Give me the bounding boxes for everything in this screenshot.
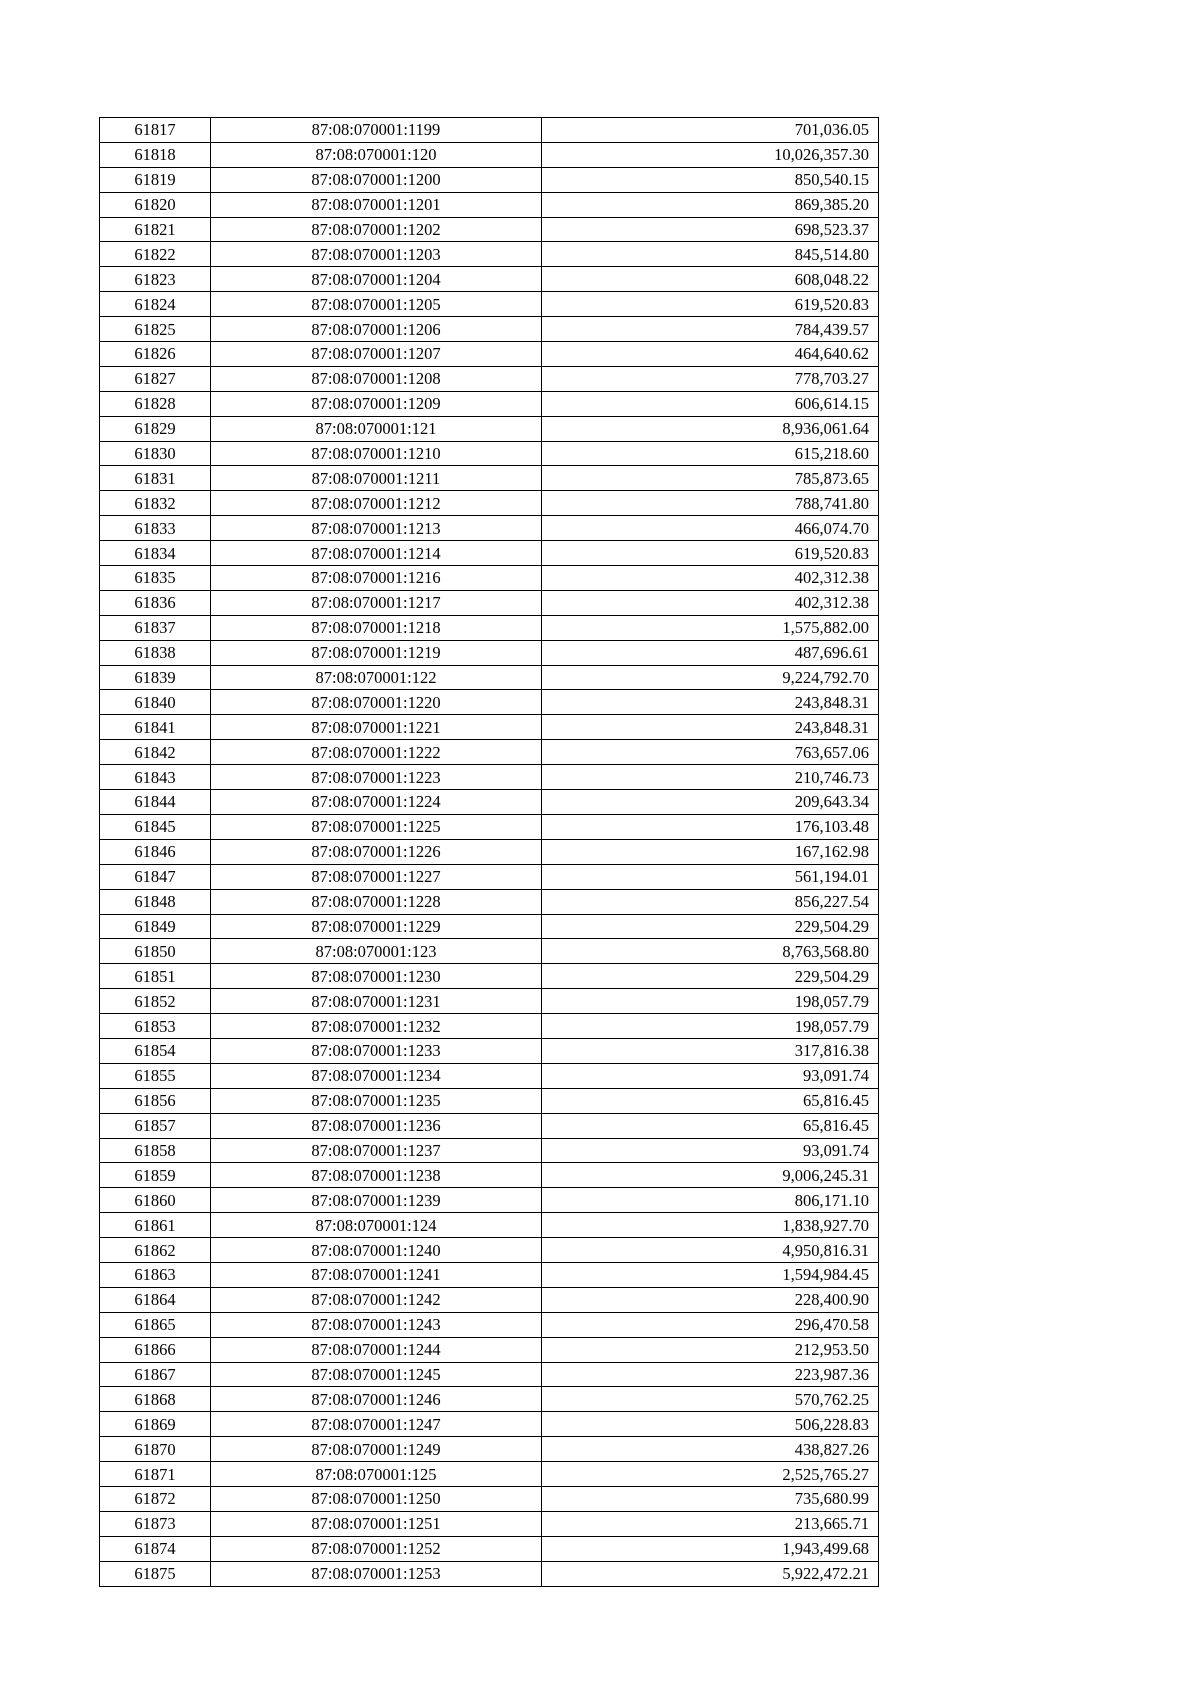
cadastral-number-cell: 87:08:070001:1234 — [211, 1063, 542, 1088]
table-row — [100, 889, 879, 914]
cadastral-number-cell: 87:08:070001:1251 — [211, 1511, 542, 1536]
cadastral-value-cell: 778,703.27 — [542, 366, 879, 391]
row-number-cell: 61844 — [100, 790, 211, 815]
cadastral-value-cell: 229,504.29 — [542, 914, 879, 939]
table-row — [100, 466, 879, 491]
row-number-cell: 61818 — [100, 142, 211, 167]
cadastral-number-cell: 87:08:070001:1241 — [211, 1262, 542, 1287]
row-number-cell: 61838 — [100, 640, 211, 665]
cadastral-value-cell: 65,816.45 — [542, 1088, 879, 1113]
table-body — [100, 118, 879, 1587]
cadastral-number-cell: 87:08:070001:1202 — [211, 217, 542, 242]
cadastral-number-cell: 87:08:070001:1222 — [211, 740, 542, 765]
table-row — [100, 1561, 879, 1586]
table-row — [100, 615, 879, 640]
table-row — [100, 1536, 879, 1561]
row-number-cell: 61821 — [100, 217, 211, 242]
cadastral-value-cell: 1,943,499.68 — [542, 1536, 879, 1561]
cadastral-value-cell: 296,470.58 — [542, 1312, 879, 1337]
row-number-cell: 61864 — [100, 1287, 211, 1312]
table-row — [100, 839, 879, 864]
row-number-cell: 61874 — [100, 1536, 211, 1561]
row-number-cell: 61817 — [100, 118, 211, 143]
table-row — [100, 1387, 879, 1412]
cadastral-number-cell: 87:08:070001:1235 — [211, 1088, 542, 1113]
cadastral-number-cell: 87:08:070001:1203 — [211, 242, 542, 267]
table-row — [100, 590, 879, 615]
cadastral-value-cell: 93,091.74 — [542, 1138, 879, 1163]
row-number-cell: 61863 — [100, 1262, 211, 1287]
table-row — [100, 391, 879, 416]
cadastral-value-cell: 619,520.83 — [542, 541, 879, 566]
cadastral-number-cell: 87:08:070001:1216 — [211, 566, 542, 591]
cadastral-value-cell: 784,439.57 — [542, 317, 879, 342]
table-row — [100, 491, 879, 516]
row-number-cell: 61871 — [100, 1462, 211, 1487]
cadastral-value-cell: 1,838,927.70 — [542, 1213, 879, 1238]
row-number-cell: 61873 — [100, 1511, 211, 1536]
cadastral-number-cell: 87:08:070001:125 — [211, 1462, 542, 1487]
row-number-cell: 61856 — [100, 1088, 211, 1113]
cadastral-number-cell: 87:08:070001:1204 — [211, 267, 542, 292]
row-number-cell: 61832 — [100, 491, 211, 516]
cadastral-value-cell: 9,006,245.31 — [542, 1163, 879, 1188]
cadastral-number-cell: 87:08:070001:1226 — [211, 839, 542, 864]
cadastral-value-cell: 167,162.98 — [542, 839, 879, 864]
row-number-cell: 61854 — [100, 1038, 211, 1063]
cadastral-value-cell: 223,987.36 — [542, 1362, 879, 1387]
cadastral-value-cell: 176,103.48 — [542, 814, 879, 839]
cadastral-number-cell: 87:08:070001:1201 — [211, 192, 542, 217]
row-number-cell: 61828 — [100, 391, 211, 416]
row-number-cell: 61829 — [100, 416, 211, 441]
table-row — [100, 1287, 879, 1312]
cadastral-number-cell: 87:08:070001:1225 — [211, 814, 542, 839]
row-number-cell: 61841 — [100, 715, 211, 740]
cadastral-value-cell: 698,523.37 — [542, 217, 879, 242]
cadastral-number-cell: 87:08:070001:1233 — [211, 1038, 542, 1063]
row-number-cell: 61860 — [100, 1188, 211, 1213]
table-row — [100, 1486, 879, 1511]
table-row — [100, 939, 879, 964]
row-number-cell: 61831 — [100, 466, 211, 491]
cadastral-number-cell: 87:08:070001:1224 — [211, 790, 542, 815]
cadastral-number-cell: 87:08:070001:1228 — [211, 889, 542, 914]
cadastral-value-cell: 198,057.79 — [542, 1014, 879, 1039]
table-row — [100, 989, 879, 1014]
table-row — [100, 1362, 879, 1387]
cadastral-number-cell: 87:08:070001:1250 — [211, 1486, 542, 1511]
row-number-cell: 61843 — [100, 765, 211, 790]
row-number-cell: 61835 — [100, 566, 211, 591]
cadastral-value-cell: 317,816.38 — [542, 1038, 879, 1063]
table-row — [100, 1113, 879, 1138]
cadastral-value-cell: 570,762.25 — [542, 1387, 879, 1412]
cadastral-value-cell: 763,657.06 — [542, 740, 879, 765]
cadastral-value-cell: 615,218.60 — [542, 441, 879, 466]
table-row — [100, 864, 879, 889]
row-number-cell: 61819 — [100, 167, 211, 192]
table-row — [100, 242, 879, 267]
cadastral-number-cell: 87:08:070001:1205 — [211, 292, 542, 317]
cadastral-number-cell: 87:08:070001:1207 — [211, 342, 542, 367]
cadastral-value-cell: 5,922,472.21 — [542, 1561, 879, 1586]
table-row — [100, 1038, 879, 1063]
table-row — [100, 1138, 879, 1163]
cadastral-value-cell: 4,950,816.31 — [542, 1238, 879, 1263]
cadastral-value-cell: 606,614.15 — [542, 391, 879, 416]
cadastral-value-cell: 8,936,061.64 — [542, 416, 879, 441]
row-number-cell: 61862 — [100, 1238, 211, 1263]
row-number-cell: 61866 — [100, 1337, 211, 1362]
cadastral-value-cell: 487,696.61 — [542, 640, 879, 665]
cadastral-number-cell: 87:08:070001:1244 — [211, 1337, 542, 1362]
cadastral-value-cell: 735,680.99 — [542, 1486, 879, 1511]
cadastral-number-cell: 87:08:070001:1249 — [211, 1437, 542, 1462]
cadastral-value-cell: 402,312.38 — [542, 566, 879, 591]
cadastral-value-cell: 210,746.73 — [542, 765, 879, 790]
row-number-cell: 61847 — [100, 864, 211, 889]
row-number-cell: 61842 — [100, 740, 211, 765]
row-number-cell: 61855 — [100, 1063, 211, 1088]
row-number-cell: 61823 — [100, 267, 211, 292]
row-number-cell: 61851 — [100, 964, 211, 989]
row-number-cell: 61858 — [100, 1138, 211, 1163]
row-number-cell: 61840 — [100, 690, 211, 715]
row-number-cell: 61845 — [100, 814, 211, 839]
cadastral-number-cell: 87:08:070001:1247 — [211, 1412, 542, 1437]
table-row — [100, 342, 879, 367]
row-number-cell: 61824 — [100, 292, 211, 317]
cadastral-number-cell: 87:08:070001:1238 — [211, 1163, 542, 1188]
cadastral-value-cell: 1,575,882.00 — [542, 615, 879, 640]
cadastral-number-cell: 87:08:070001:1237 — [211, 1138, 542, 1163]
row-number-cell: 61868 — [100, 1387, 211, 1412]
table-row — [100, 914, 879, 939]
table-row — [100, 1312, 879, 1337]
row-number-cell: 61822 — [100, 242, 211, 267]
cadastral-value-cell: 65,816.45 — [542, 1113, 879, 1138]
cadastral-value-cell: 561,194.01 — [542, 864, 879, 889]
row-number-cell: 61867 — [100, 1362, 211, 1387]
table-row — [100, 1188, 879, 1213]
row-number-cell: 61875 — [100, 1561, 211, 1586]
cadastral-number-cell: 87:08:070001:124 — [211, 1213, 542, 1238]
table-row — [100, 317, 879, 342]
row-number-cell: 61861 — [100, 1213, 211, 1238]
table-row — [100, 1437, 879, 1462]
table-row — [100, 715, 879, 740]
cadastral-number-cell: 87:08:070001:120 — [211, 142, 542, 167]
cadastral-number-cell: 87:08:070001:1213 — [211, 516, 542, 541]
cadastral-number-cell: 87:08:070001:1209 — [211, 391, 542, 416]
row-number-cell: 61857 — [100, 1113, 211, 1138]
cadastral-number-cell: 87:08:070001:122 — [211, 665, 542, 690]
cadastral-number-cell: 87:08:070001:121 — [211, 416, 542, 441]
row-number-cell: 61865 — [100, 1312, 211, 1337]
cadastral-number-cell: 87:08:070001:1220 — [211, 690, 542, 715]
table-row — [100, 740, 879, 765]
cadastral-value-cell: 869,385.20 — [542, 192, 879, 217]
cadastral-number-cell: 87:08:070001:1239 — [211, 1188, 542, 1213]
row-number-cell: 61836 — [100, 590, 211, 615]
cadastral-value-cell: 466,074.70 — [542, 516, 879, 541]
table-row — [100, 516, 879, 541]
table-row — [100, 1088, 879, 1113]
cadastral-value-cell: 209,643.34 — [542, 790, 879, 815]
row-number-cell: 61848 — [100, 889, 211, 914]
cadastral-number-cell: 87:08:070001:1211 — [211, 466, 542, 491]
table-row — [100, 192, 879, 217]
cadastral-value-cell: 619,520.83 — [542, 292, 879, 317]
table-row — [100, 690, 879, 715]
cadastral-number-cell: 87:08:070001:1227 — [211, 864, 542, 889]
table-row — [100, 964, 879, 989]
table-row — [100, 1213, 879, 1238]
cadastral-number-cell: 87:08:070001:1217 — [211, 590, 542, 615]
cadastral-number-cell: 87:08:070001:1240 — [211, 1238, 542, 1263]
table-row — [100, 167, 879, 192]
table-row — [100, 541, 879, 566]
cadastral-value-cell: 213,665.71 — [542, 1511, 879, 1536]
cadastral-value-cell: 701,036.05 — [542, 118, 879, 143]
cadastral-number-cell: 87:08:070001:1200 — [211, 167, 542, 192]
cadastral-value-cell: 806,171.10 — [542, 1188, 879, 1213]
row-number-cell: 61833 — [100, 516, 211, 541]
cadastral-value-cell: 228,400.90 — [542, 1287, 879, 1312]
cadastral-value-cell: 850,540.15 — [542, 167, 879, 192]
cadastral-number-cell: 87:08:070001:1242 — [211, 1287, 542, 1312]
cadastral-value-cell: 198,057.79 — [542, 989, 879, 1014]
row-number-cell: 61869 — [100, 1412, 211, 1437]
table-row — [100, 765, 879, 790]
table-row — [100, 665, 879, 690]
table-row — [100, 1063, 879, 1088]
cadastral-number-cell: 87:08:070001:1214 — [211, 541, 542, 566]
cadastral-value-cell: 93,091.74 — [542, 1063, 879, 1088]
row-number-cell: 61853 — [100, 1014, 211, 1039]
cadastral-number-cell: 87:08:070001:1212 — [211, 491, 542, 516]
table-row — [100, 217, 879, 242]
cadastral-value-table — [99, 117, 879, 1587]
table-row — [100, 1262, 879, 1287]
cadastral-value-cell: 464,640.62 — [542, 342, 879, 367]
cadastral-number-cell: 87:08:070001:1218 — [211, 615, 542, 640]
cadastral-number-cell: 87:08:070001:1219 — [211, 640, 542, 665]
row-number-cell: 61820 — [100, 192, 211, 217]
cadastral-number-cell: 87:08:070001:1208 — [211, 366, 542, 391]
cadastral-value-cell: 9,224,792.70 — [542, 665, 879, 690]
row-number-cell: 61872 — [100, 1486, 211, 1511]
table-row — [100, 790, 879, 815]
table-row — [100, 142, 879, 167]
row-number-cell: 61827 — [100, 366, 211, 391]
table-row — [100, 1511, 879, 1536]
cadastral-value-cell: 243,848.31 — [542, 715, 879, 740]
cadastral-value-cell: 8,763,568.80 — [542, 939, 879, 964]
table-row — [100, 441, 879, 466]
cadastral-value-cell: 1,594,984.45 — [542, 1262, 879, 1287]
cadastral-value-cell: 2,525,765.27 — [542, 1462, 879, 1487]
cadastral-number-cell: 87:08:070001:1199 — [211, 118, 542, 143]
row-number-cell: 61826 — [100, 342, 211, 367]
cadastral-number-cell: 87:08:070001:1231 — [211, 989, 542, 1014]
cadastral-number-cell: 87:08:070001:1221 — [211, 715, 542, 740]
cadastral-value-cell: 845,514.80 — [542, 242, 879, 267]
row-number-cell: 61870 — [100, 1437, 211, 1462]
table-row — [100, 1412, 879, 1437]
table-row — [100, 292, 879, 317]
cadastral-number-cell: 87:08:070001:123 — [211, 939, 542, 964]
row-number-cell: 61850 — [100, 939, 211, 964]
cadastral-number-cell: 87:08:070001:1253 — [211, 1561, 542, 1586]
cadastral-value-cell: 785,873.65 — [542, 466, 879, 491]
row-number-cell: 61825 — [100, 317, 211, 342]
row-number-cell: 61849 — [100, 914, 211, 939]
cadastral-value-cell: 788,741.80 — [542, 491, 879, 516]
cadastral-number-cell: 87:08:070001:1206 — [211, 317, 542, 342]
table-row — [100, 1163, 879, 1188]
cadastral-value-cell: 10,026,357.30 — [542, 142, 879, 167]
row-number-cell: 61839 — [100, 665, 211, 690]
cadastral-value-cell: 506,228.83 — [542, 1412, 879, 1437]
cadastral-value-cell: 608,048.22 — [542, 267, 879, 292]
table-row — [100, 640, 879, 665]
cadastral-value-cell: 856,227.54 — [542, 889, 879, 914]
table-row — [100, 1014, 879, 1039]
table-row — [100, 267, 879, 292]
table-row — [100, 1462, 879, 1487]
cadastral-number-cell: 87:08:070001:1243 — [211, 1312, 542, 1337]
row-number-cell: 61852 — [100, 989, 211, 1014]
table-row — [100, 814, 879, 839]
cadastral-number-cell: 87:08:070001:1223 — [211, 765, 542, 790]
row-number-cell: 61837 — [100, 615, 211, 640]
row-number-cell: 61859 — [100, 1163, 211, 1188]
row-number-cell: 61834 — [100, 541, 211, 566]
table-row — [100, 1337, 879, 1362]
cadastral-number-cell: 87:08:070001:1245 — [211, 1362, 542, 1387]
table-row — [100, 366, 879, 391]
row-number-cell: 61846 — [100, 839, 211, 864]
cadastral-number-cell: 87:08:070001:1246 — [211, 1387, 542, 1412]
table-row — [100, 1238, 879, 1263]
cadastral-number-cell: 87:08:070001:1210 — [211, 441, 542, 466]
cadastral-value-cell: 402,312.38 — [542, 590, 879, 615]
table-row — [100, 416, 879, 441]
cadastral-value-cell: 438,827.26 — [542, 1437, 879, 1462]
cadastral-value-cell: 243,848.31 — [542, 690, 879, 715]
table-row — [100, 566, 879, 591]
row-number-cell: 61830 — [100, 441, 211, 466]
cadastral-number-cell: 87:08:070001:1229 — [211, 914, 542, 939]
cadastral-number-cell: 87:08:070001:1252 — [211, 1536, 542, 1561]
cadastral-value-cell: 212,953.50 — [542, 1337, 879, 1362]
cadastral-number-cell: 87:08:070001:1230 — [211, 964, 542, 989]
table-row — [100, 118, 879, 143]
cadastral-number-cell: 87:08:070001:1232 — [211, 1014, 542, 1039]
cadastral-number-cell: 87:08:070001:1236 — [211, 1113, 542, 1138]
cadastral-value-cell: 229,504.29 — [542, 964, 879, 989]
